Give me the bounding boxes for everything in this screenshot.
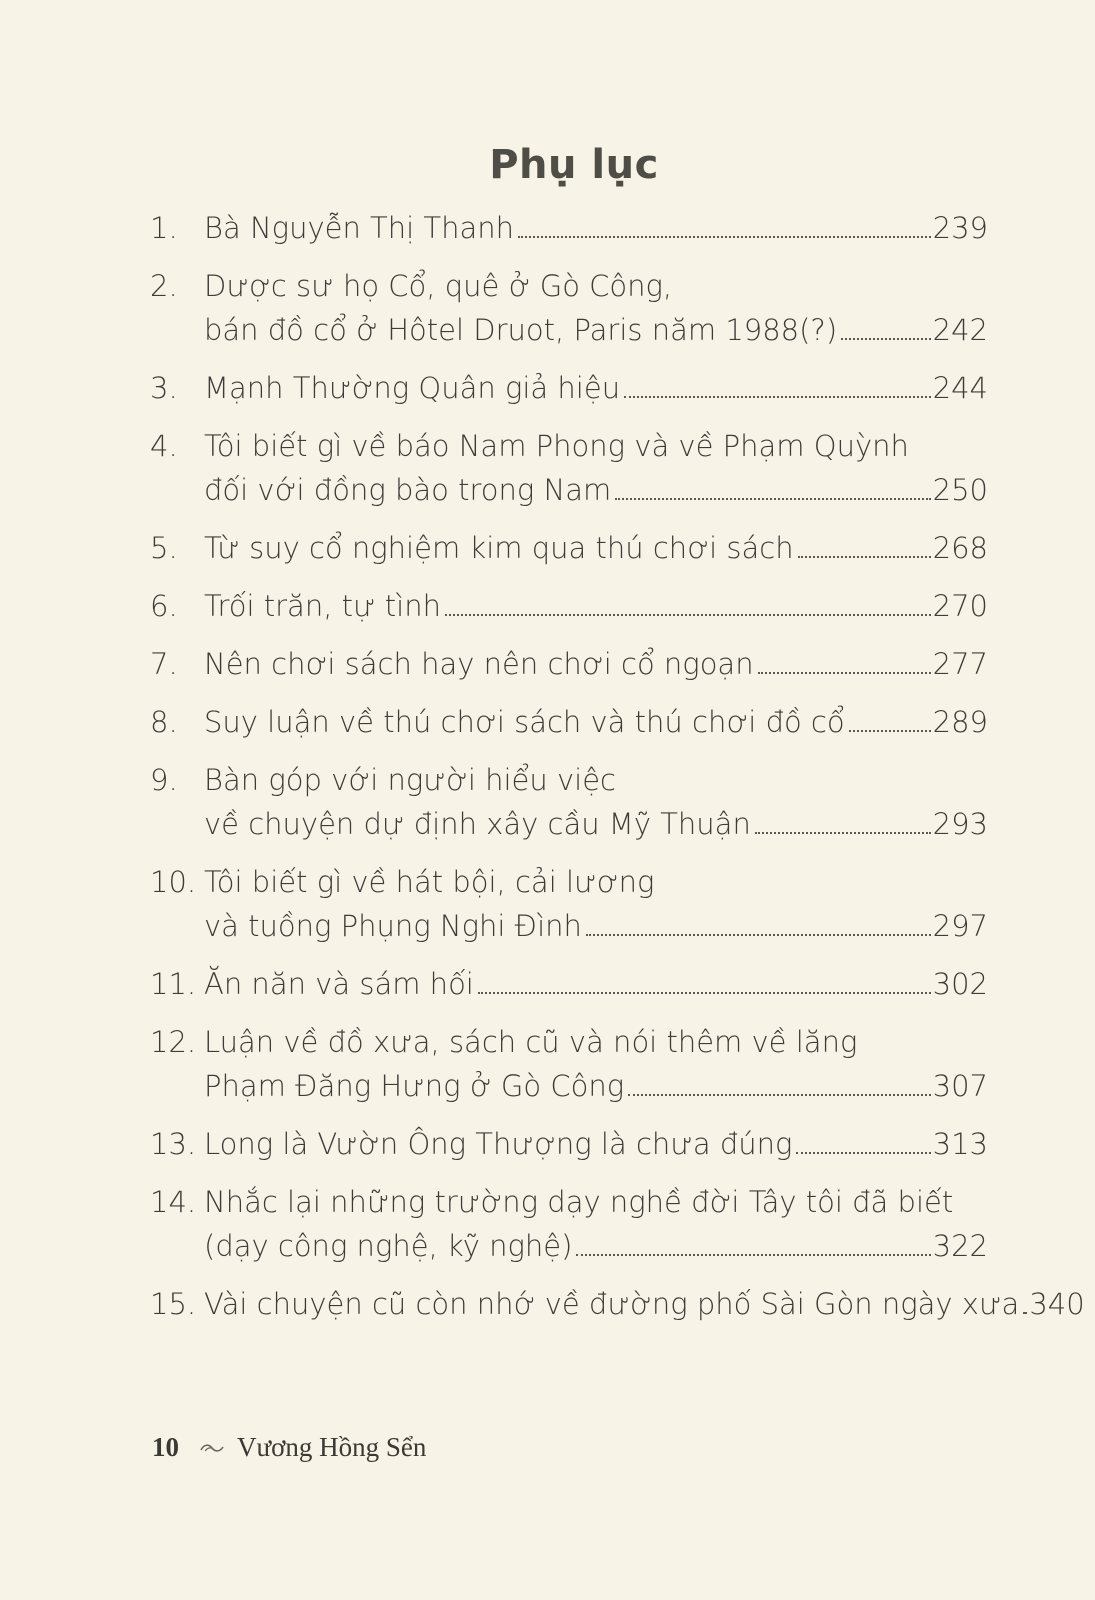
page-footer	[152, 1432, 426, 1463]
toc-entry-last-line	[204, 802, 988, 846]
toc-entry-title-line: Tôi biết gì về hát bội, cải lương	[204, 865, 655, 899]
toc-entry	[150, 700, 988, 744]
toc-entry-last-line	[204, 962, 988, 1006]
toc-entry-last-line	[204, 1224, 988, 1268]
toc-entry-body	[204, 206, 988, 250]
ornament-icon	[199, 1441, 227, 1455]
toc-entry	[150, 264, 988, 352]
toc-entry-page-number: 297	[932, 909, 988, 943]
toc-entry	[150, 962, 988, 1006]
toc-entry-last-line	[204, 366, 988, 410]
dot-leader	[478, 992, 931, 994]
dot-leader	[628, 1094, 931, 1096]
toc-entry-number: 12.	[150, 1025, 197, 1059]
toc-entry-page-number: 313	[932, 1127, 988, 1161]
dot-leader	[798, 556, 931, 558]
toc-entry-body	[204, 962, 988, 1006]
toc-entry-body	[204, 860, 988, 948]
toc-entry	[150, 1122, 988, 1166]
toc-entry-last-line	[204, 584, 988, 628]
dot-leader	[796, 1152, 930, 1154]
toc-entry-title-line: Ăn năn và sám hối	[204, 967, 474, 1001]
toc-entry-page-number: 293	[932, 807, 988, 841]
toc-entry-title-line: Vài chuyện cũ còn nhớ về đường phố Sài Gòn ngày xưa	[204, 1287, 1020, 1321]
toc-entry-title-line: Mạnh Thường Quân giả hiệu	[204, 371, 621, 405]
toc-entry-page-number: 289	[932, 705, 988, 739]
toc-entry	[150, 366, 988, 410]
toc-entry-title-line: Từ suy cổ nghiệm kim qua thú chơi sách	[204, 531, 794, 565]
toc-entry-body	[204, 1122, 988, 1166]
toc-entry-body	[204, 424, 988, 512]
toc-entry-title-line: đối với đồng bào trong Nam	[204, 473, 612, 507]
toc-entry-body	[204, 1020, 988, 1108]
toc-entry-number: 2.	[150, 269, 178, 303]
toc-entry-body	[204, 264, 988, 352]
toc-entry-title-line: Nhắc lại những trường dạy nghề đời Tây tôi đã biết	[204, 1185, 954, 1219]
toc-entry-last-line	[204, 526, 988, 570]
dot-leader	[755, 832, 931, 834]
toc-entry-number: 11.	[150, 967, 197, 1001]
toc-entry	[150, 424, 988, 512]
toc-entry-page-number: 302	[932, 967, 988, 1001]
toc-entry-title-line: bán đồ cổ ở Hôtel Druot, Paris năm 1988(?)	[204, 313, 838, 347]
toc-entry-title-line: về chuyện dự định xây cầu Mỹ Thuận	[204, 807, 751, 841]
toc-entry-number: 14.	[150, 1185, 197, 1219]
toc-entry-number: 6.	[150, 589, 178, 623]
footer-author: Vương Hồng Sển	[237, 1432, 427, 1462]
toc-entry-body	[204, 700, 988, 744]
toc-entry-body	[204, 526, 988, 570]
toc-entry-body	[204, 758, 988, 846]
dot-leader	[576, 1254, 930, 1256]
dot-leader	[841, 338, 930, 340]
toc-entry-body	[204, 642, 988, 686]
toc-entry	[150, 584, 988, 628]
table-of-contents	[150, 206, 1085, 1340]
toc-entry-number: 4.	[150, 429, 178, 463]
toc-entry-body	[204, 1282, 1085, 1326]
toc-entry-last-line	[204, 1122, 988, 1166]
toc-entry-last-line	[204, 642, 988, 686]
toc-entry-title-line: Dược sư họ Cổ, quê ở Gò Công,	[204, 269, 673, 303]
toc-entry-number: 5.	[150, 531, 178, 565]
toc-entry-number: 3.	[150, 371, 178, 405]
dot-leader	[518, 236, 931, 238]
toc-entry-page-number: 244	[932, 371, 988, 405]
page-title: Phụ lục	[489, 142, 659, 188]
toc-entry-number: 10.	[150, 865, 197, 899]
toc-entry	[150, 860, 988, 948]
toc-entry-last-line	[204, 468, 988, 512]
toc-entry-last-line	[204, 1064, 988, 1108]
dot-leader	[849, 730, 931, 732]
dot-leader	[615, 498, 930, 500]
toc-entry-last-line	[204, 1282, 1085, 1326]
toc-entry-title-line: Nên chơi sách hay nên chơi cổ ngoạn	[204, 647, 754, 681]
toc-entry-title-line: Phạm Đăng Hưng ở Gò Công	[204, 1069, 625, 1103]
toc-entry-page-number: 322	[932, 1229, 988, 1263]
toc-entry-number: 8.	[150, 705, 178, 739]
toc-entry-page-number: 239	[932, 211, 988, 245]
dot-leader	[624, 396, 931, 398]
toc-entry	[150, 1020, 988, 1108]
toc-entry-page-number: 307	[932, 1069, 988, 1103]
toc-entry-page-number: 270	[932, 589, 988, 623]
dot-leader	[1023, 1312, 1027, 1314]
toc-entry-title-line: Tôi biết gì về báo Nam Phong và về Phạm Quỳnh	[204, 429, 909, 463]
toc-entry	[150, 1282, 1085, 1326]
toc-entry-title-line: Trối trăn, tự tình	[204, 589, 441, 623]
toc-entry-title-line: Long là Vườn Ông Thượng là chưa đúng	[204, 1127, 793, 1161]
toc-entry-number: 13.	[150, 1127, 197, 1161]
toc-entry-page-number: 268	[932, 531, 988, 565]
toc-entry-title-line: và tuồng Phụng Nghi Đình	[204, 909, 582, 943]
toc-entry-title-line: Bàn góp với người hiểu việc	[204, 763, 616, 797]
toc-entry-body	[204, 1180, 988, 1268]
toc-entry-title-line: Bà Nguyễn Thị Thanh	[204, 211, 515, 245]
toc-entry	[150, 758, 988, 846]
toc-entry-title-line: (dạy công nghệ, kỹ nghệ)	[204, 1229, 573, 1263]
toc-entry-page-number: 242	[932, 313, 988, 347]
toc-entry-body	[204, 584, 988, 628]
toc-entry	[150, 1180, 988, 1268]
dot-leader	[445, 614, 931, 616]
toc-entry-page-number: 277	[932, 647, 988, 681]
toc-entry-last-line	[204, 904, 988, 948]
toc-entry-number: 1.	[150, 211, 178, 245]
dot-leader	[586, 934, 931, 936]
toc-entry-last-line	[204, 308, 988, 352]
toc-entry-number: 15.	[150, 1287, 197, 1321]
toc-entry-last-line	[204, 700, 988, 744]
toc-entry-title-line: Luận về đồ xưa, sách cũ và nói thêm về lăng	[204, 1025, 858, 1059]
toc-entry	[150, 526, 988, 570]
toc-entry	[150, 206, 988, 250]
toc-entry-title-line: Suy luận về thú chơi sách và thú chơi đồ cổ	[204, 705, 845, 739]
toc-entry-number: 7.	[150, 647, 178, 681]
footer-page-number: 10	[152, 1432, 179, 1462]
toc-entry-body	[204, 366, 988, 410]
toc-entry-last-line	[204, 206, 988, 250]
dot-leader	[758, 672, 931, 674]
toc-entry-number: 9.	[150, 763, 178, 797]
toc-entry-page-number: 340	[1029, 1287, 1085, 1321]
toc-entry-page-number: 250	[932, 473, 988, 507]
toc-entry	[150, 642, 988, 686]
